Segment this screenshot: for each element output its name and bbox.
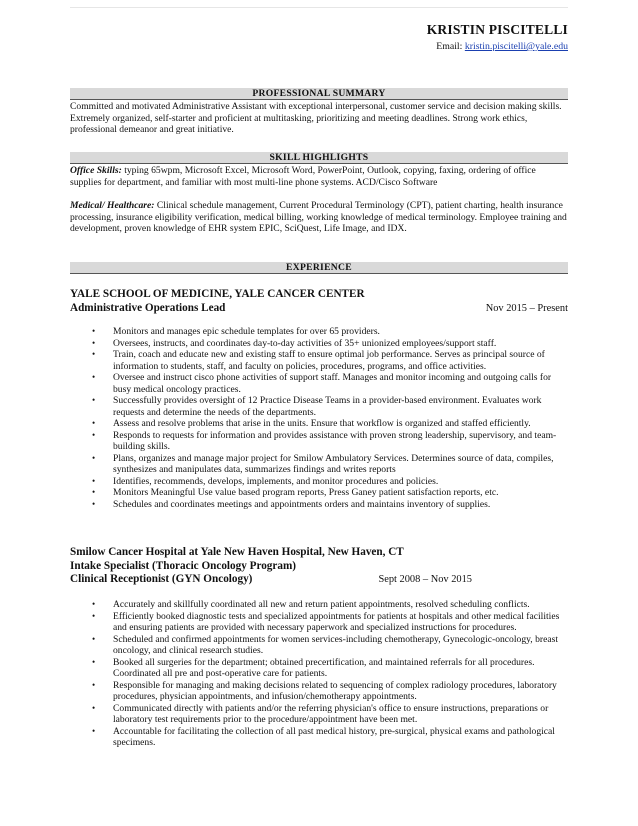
- office-skills-block: [70, 165, 568, 188]
- list-item: • Accountable for facilitating the collection of all past medical history, pre-surgical, physical exams and pathological specimens.: [70, 726, 568, 749]
- job2-header: [70, 546, 568, 587]
- medical-skills-text: Clinical schedule management, Current Procedural Terminology (CPT), patient charting, health insurance processing, insurance eligibility verification, medical billing, working knowledge of medical terminology. Employee training and development, proven knowledge of EHR system EPIC, SciQuest, Life Image, and IDX.: [70, 200, 567, 235]
- list-item: • Train, coach and educate new and existing staff to ensure optimal job performance. Serves as principal source of information to students, staff, and faculty on policies, procedures, programs, and office activities.: [70, 349, 568, 372]
- office-skills-text: typing 65wpm, Microsoft Excel, Microsoft Word, PowerPoint, Outlook, copying, faxing, ordering of office supplies for department, and familiar with most multi-line phone systems. ACD/Cisco Software: [70, 165, 536, 188]
- job1-title: Administrative Operations Lead: [70, 301, 226, 314]
- job1-bullet-list: [70, 326, 568, 510]
- list-item: • Schedules and coordinates meetings and appointments orders and maintains inventory of supplies.: [70, 499, 568, 511]
- job1-employer: YALE SCHOOL OF MEDICINE, YALE CANCER CENTER: [70, 288, 365, 300]
- summary-text-block: [70, 101, 568, 136]
- list-item: • Communicated directly with patients and/or the referring physician's office to ensure instructions, preparations or laboratory test requirements prior to the procedure/appointment have been met.: [70, 703, 568, 726]
- job2-bullet-list: [70, 599, 568, 749]
- top-rule: [70, 7, 568, 8]
- candidate-name: KRISTIN PISCITELLI: [426, 22, 568, 37]
- list-item: • Responds to requests for information and provides assistance with proven strong leadership, supervisory, and team-building skills.: [70, 430, 568, 453]
- list-item: • Booked all surgeries for the department; obtained precertification, and maintained referrals for all procedures. Coordinated all pre and post-operative care for patients.: [70, 657, 568, 680]
- job2-employer: Smilow Cancer Hospital at Yale New Haven Hospital, New Haven, CT: [70, 546, 404, 558]
- list-item: • Responsible for managing and making decisions related to sequencing of complex radiology procedures, laboratory procedures, physician appointments, and infusion/chemotherapy appointments.: [70, 680, 568, 703]
- list-item: • Scheduled and confirmed appointments for women services-including chemotherapy, Gynecologic-oncology, breast oncology, and clinical research studies.: [70, 634, 568, 657]
- list-item: • Efficiently booked diagnostic tests and specialized appointments for patients at hospitals and other medical facilities and ensuring patients are provided with necessary paperwork and specialized instructions for procedures.: [70, 611, 568, 634]
- medical-skills-label: Medical/ Healthcare:: [70, 200, 155, 211]
- list-item: • Successfully provides oversight of 12 Practice Disease Teams in a provider-based environment. Evaluates work requests and determine the needs of the departments.: [70, 395, 568, 418]
- list-item: • Plans, organizes and manage major project for Smilow Ambulatory Services. Determines source of data, compiles, synthesizes and manipulates data, summarizes findings and writes reports: [70, 453, 568, 476]
- list-item: • Accurately and skillfully coordinated all new and return patient appointments, resolved scheduling conflicts.: [70, 599, 568, 611]
- job1-dates: Nov 2015 – Present: [485, 302, 568, 314]
- summary-heading: PROFESSIONAL SUMMARY: [70, 88, 568, 100]
- contact-line: [436, 41, 568, 52]
- list-item: • Identifies, recommends, develops, implements, and monitor procedures and policies.: [70, 476, 568, 488]
- job2-title-receptionist: Clinical Receptionist (GYN Oncology): [70, 573, 253, 585]
- email-link[interactable]: kristin.piscitelli@yale.edu: [464, 41, 568, 52]
- list-item: • Oversees, instructs, and coordinates day-to-day activities of 35+ unionized employees/support staff.: [70, 338, 568, 350]
- experience-heading: EXPERIENCE: [70, 262, 568, 274]
- office-skills-label: Office Skills:: [70, 165, 122, 176]
- summary-text: Committed and motivated Administrative Assistant with exceptional interpersonal, customer service and decision making skills. Extremely organized, self-starter and proficient at multitasking, prioritizing and meeting deadlines. Strong work ethics, professional demeanor and great initiative.: [70, 101, 562, 136]
- job2-title-intake: Intake Specialist (Thoracic Oncology Program): [70, 559, 297, 572]
- job2-dates: Sept 2008 – Nov 2015: [378, 574, 472, 585]
- list-item: • Monitors Meaningful Use value based program reports, Press Ganey patient satisfaction reports, etc.: [70, 487, 568, 499]
- list-item: • Oversee and instruct cisco phone activities of support staff. Manages and monitor incoming and outgoing calls for busy medical oncology practices.: [70, 372, 568, 395]
- skills-heading: SKILL HIGHLIGHTS: [70, 152, 568, 164]
- job1-header: [70, 288, 568, 315]
- medical-skills-block: [70, 200, 568, 235]
- email-label: Email:: [436, 41, 463, 52]
- list-item: • Assess and resolve problems that arise in the units. Ensure that workflow is organized and staffed efficiently.: [70, 418, 568, 430]
- list-item: • Monitors and manages epic schedule templates for over 65 providers.: [70, 326, 568, 338]
